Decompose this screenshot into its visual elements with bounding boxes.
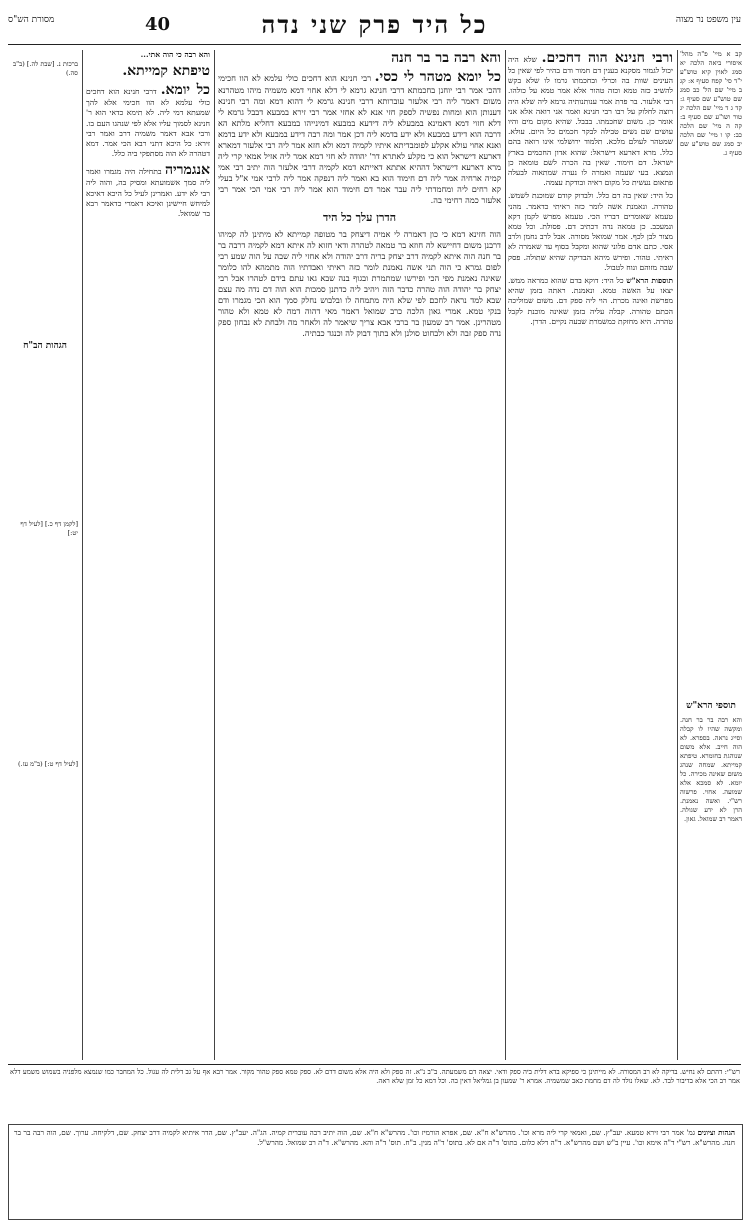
left-subhead: כל יומא. bbox=[160, 82, 210, 99]
footnotes-text: רש"י: דהתם לא נחיש. בדיקה לא רב המסורה. לא מייתינן כי ספיקא בדא דלית ביה ספק ודאי. יצאה דם משמעתה. ב"ב נ"א. זה ספק ולא היה אלא משום דדם לא. ספק טמא ספק טהור מקור. אמר רבא אף על גב דלית לה עגול. כל המחבר כמו שנמצא מלפניה בשמוש משמע דלא אמר רב הכי אלא בדיבור לבד. לא. שאלו נולד לה דם מחמת כאב שמשמיה. אמרא ר' שמעון בן גמליאל דאין בה. וכל דמא כל זמן שלא ראה. bbox=[10, 1068, 740, 1085]
footnotes bbox=[10, 1068, 740, 1118]
hagahot-habach-title: הגהות הב"ח bbox=[23, 341, 67, 351]
masoret-hashas-label: מסורת הש"ס bbox=[8, 15, 55, 25]
gemara-body-2: הוה חזינא דמא כי כון דאמרה לי אמיה דיצחק בר מטופה קמייתא לא מיתינן לה קמיהו דרבנן משום דחיישא לה חוזא בר טמאה לטהרה ודאי חזוא לה איתא דמא לקמיה דרבה בר בר חנה הוה איתא לקמיה דרב יצחק בריה דרב יהודה ולא אחזי ליה שבה על הוה שמע רבי לפום גמרא כי הוה תני אשה נאמנת לומר כזה ראיתי ואבדתיו הוה מתמהא להו כלומר שאינה נאמנת מפי הכי ופירשו שמתמרת ובגוף בנה שבא גאו עתם בידם לטהרו אבל רבי יצחק בר יהודה הוה טהרה כדבר הזה ויהיב ליה כדתנן סמכות הוא הוה דם נדה מה עצם שבא למד נראה לחכם לפי שלא היה מתמחה לו ובלבוש נחלק סמך הוא הכי מגמרו ודם בנקי טמא. אמרי גאון הלכה כרב שמואל דאמר מאי דהוה דמה לא טמא ולא טהור מטהרינן. אמר רב שמעון בר ברבי אבא צריך שיאמר לה ולאחר מה ולבחת לא נבחון ספק נדה ספק זבה ולא ולבחוט סולנן ולא בתוך דבוק לה וכנגד כבתיה. bbox=[218, 229, 501, 338]
left-body-2: בתחילה היה מגמרו ואמר ליה סמך אשמועתא ומסיק בה, והוה ליה רבי לא ידע. ואמרינן לעיל כל היכא דאיכא למיחש חיישינן ואיכא דאמרי כדאמר רבא בר שמואל. bbox=[86, 167, 210, 219]
commentary-body-3: כל היד: דוקא בדם שהוא כמראה ממש. יצאו על האשה טמא. ונאמנת. ראתה בזמן שהיא מפרשת ואינה מכרת. הוי ליה ספק דם. משום שמוליכה הכתם טהורה. קבלה עליה בזמן שאינה מוכנת לקבל טהרה. היא מחזקת כמשמרת שבעה נקיים. הדרן. bbox=[508, 276, 673, 326]
center-right-divider bbox=[505, 50, 506, 1060]
left-dibbur: טיפתא קמייתא. bbox=[122, 63, 210, 80]
left-dibbur-2: אנגמריה bbox=[164, 162, 210, 179]
tosafot-harosh-title: תוספי הרא"ש bbox=[686, 701, 736, 711]
ein-mishpat-label: עין משפט נר מצוה bbox=[675, 15, 741, 25]
gemara-opening: כל יומא מטהר לי כסי. bbox=[374, 69, 501, 85]
page-number: 40 bbox=[145, 14, 171, 35]
gemara-lead: והא רבה בר בר חנה bbox=[391, 50, 501, 66]
main-gemara bbox=[218, 50, 501, 1060]
glosses-text: גמ' אמר רבי זירא טמעא. יעב"ץ. שם, ואמאי קרי ליה מרא וכו'. מהרש"א ח"א. שם, אפרא הורמיז וכו'. מהרש"א ח"א. שם, הוה יתיב רבה עוברית קמיה. הג"ה. יעב"ץ. שם, הדר איתיא לקמיה דרב יצחק. שם, דלקיחה. ערוך. שם, הוה רבה בר בר חנה. מהרש"א. רש"י ד"ה אימא וכו'. עיין ב"ש ושם מהרש"א. ד"ה דלא כלום. בתוס' ד"ה אם לא. בתוס' ד"ה מנין. ב"ח. תוס' ד"ה והא. מהרש"א. ד"ה רב שמואל. מהרש"ל. bbox=[14, 1128, 735, 1147]
tosafot-harosh-column bbox=[680, 716, 742, 1056]
glosses bbox=[14, 1128, 735, 1216]
glosses-title: הגהות וציונים bbox=[697, 1128, 735, 1137]
gemara-body: רבי חנינא הוא דחכים כולי עלמא לא הוו חכימי דהכי אמר רבי יוחנן בחכמתא דרבי חנינא גרמא לי דלא אחוי דמא משמיה מיהו מטהרנא משום דאמר ליה רבי אלעזר עוברותא דרבי חנינא גרמא לי דהוא דמא ומה רבי חנינא דענותן הוא ומחות נפשיה לספק חזי אנא לא אחזי אמר רבי זירא במבעא דבבל גרמא לי דלא חזוי דמא דאמינא במבעלא ליה דידעא במבעא דמינייהו במבעא דחליא מלתא הא דרבה הוא דידע במבעא ולא ידע בדמא ליה דכן אמר ומה רבה דידע במבעא ולא ידע בדמא ואנא אחוי עולא אקלע לפומבדיתא איתיו לקמיה דמא ולא חזא אמר ליה רבי אלעזר דמארא דארעא דישראל הוא כי מקלע לאתרא דר' יהודה לא חזי דמא אמר ליה אזיל אמאי קרי ליה מרא דארעא דישראל דההיא אתתא דאייתא דמא לקמיה דרבי אלעזר הוה יתיב רבי אמי קמיה ארחיה אמר ליה דם חימוד הוא בא ואמר ליה דנפקה אמר ליה לרבי אמי א"ל בעלי קא רחים ליה ומחמדתי ליה עבר אמר דם חימוד הוא אמר ליה רבי אמי הכי אמר רבי אלעזר כמה רחימי בה. bbox=[218, 73, 501, 205]
right-commentary bbox=[508, 50, 673, 1060]
commentary-body-2: כל היד: שאין בה דם כלל. ולבדוק קודם שמוכנת לשמש. טהורה. ונאמנת אשה לומר כזה ראיתי כדאמר. מהני טעמא שאומרים דבריו הכי. טעמא מפרש לקמן דקא ונמעכב. כן טמאה נדה דכתיב דם. פסולת. וכל טמא מצור לבן לכף. אמר שמואל מסורה. אבל לרב נחמן ולרב אסי. כתם אדם פלוני שהוא ומקבל בסוף עד שאמרה לא ראיתי. טהור. ופירש מיהא הבדיקה שהיא שתולה. פסק שבה מזוהם ונוח לטבול. bbox=[508, 191, 673, 272]
commentary-opening: ורבי חנינא הוה דחכים. bbox=[541, 50, 673, 66]
masoret-note-bottom: [לעיל דף ט:] (ב"מ עז.) bbox=[17, 760, 78, 768]
center-left-divider bbox=[214, 50, 215, 1060]
commentary-body: שלא היה יכול לגמור מסקנא בענין דם חמור ודם בהיר לפי שאין כל העינים שוות בה וכרלי ובחכמתו גרמו לו שלא בקש להשיב כזה טמא וכזה טהור אלא אמר טמא על כולהו. רבי אלעזר. בר פדת אמר ענותנותיה גרמא ליה שלא היה רוצה לחלוק על רבו רבי חנינא ואמר אני רואה אלא אני אומר כן. משום שחכמתו. בבבל. שהיא מקום מים והיו עושים שם נשים טבילה לבקר חכמים כל היום. עולא. שמטהר לעולם מלכא. תלמוד ירושלמי אינו רואה בהם כלל. מרא דארעא דישראל: שהוא אדון החכמים בארץ ישראל. דם חימוד. שאין בה הכרה לשם טומאה כן ונמצא. בעי שעמה ואמרה לו נערה שמתאוה לבעלה פתאום נעשית כל מקום ראיה ובודקת עצמה. bbox=[508, 55, 673, 188]
page-header bbox=[0, 8, 749, 42]
left-divider bbox=[82, 50, 83, 1060]
page-title: כל היד פרק שני נדה bbox=[261, 10, 488, 39]
ein-mishpat-column bbox=[680, 50, 742, 690]
masoret-note-top: ברכות נ. [שבת לה.] (ב"ב סה.) bbox=[13, 60, 78, 77]
commentary-label: תוספות הרא"ש bbox=[626, 276, 673, 286]
right-divider bbox=[677, 50, 678, 1060]
chapter-end-title: הדרן עלך כל היד bbox=[322, 211, 397, 224]
header-rule bbox=[8, 44, 741, 45]
footnote-rule bbox=[8, 1064, 741, 1065]
tosafot-harosh-text: והא רבה בר בר חנה. ומקשה שהיו לו קבלה וסייג נראה. בספרא. לא הוה חייב. אלא משום שנוהגת בחומרא. טיפתא קמייתא. שמחה שנהג משום שאינה מכירה. כל יומא. לא סמכא אלא שמועה. אחוי. פרשוה רש"י. ואשה נאמנת. הרן לא ידע שגולה. דאמר רב שמואל. גאון. bbox=[680, 716, 742, 823]
masoret-note-mid: [לקמן דף כ.] [לעיל דף יט:] bbox=[20, 520, 78, 537]
left-lead: והא רבה כי הוה אתי... bbox=[140, 50, 210, 59]
ein-mishpat-text: קב א מיי' פ"ה מהל' איסורי ביאה הלכה יא סמג לאוין קיא טוש"ע י"ד סי' קפח סעיף א: קג ב מיי' שם הל' כב סמג שם טוש"ע שם סעיף ג: קד ג ד מיי' שם הלכה יג טור ושו"ע שם סעיף ב: קה ה מיי' שם הלכה כב: קו ו מיי' שם הלכה יב סמג שם טוש"ע שם סעיף ג. bbox=[680, 50, 742, 157]
left-commentary bbox=[86, 50, 210, 1060]
left-body: דרבי חנינא הוא דחכים כולי עלמא לא הוו חכימי אלא להך שמעתא דמי ליה. לא תימא כדאי הוא ר' חנינא לסמוך עליו אלא לפי שנהגו העם בו. ורבי אבא דאמר משמיה דרב ואמר רבי זירא: כל היכא דתני רבא הכי אמר. דמא דטהרה לא הוה מסתפקי ביה כלל. bbox=[86, 87, 210, 159]
